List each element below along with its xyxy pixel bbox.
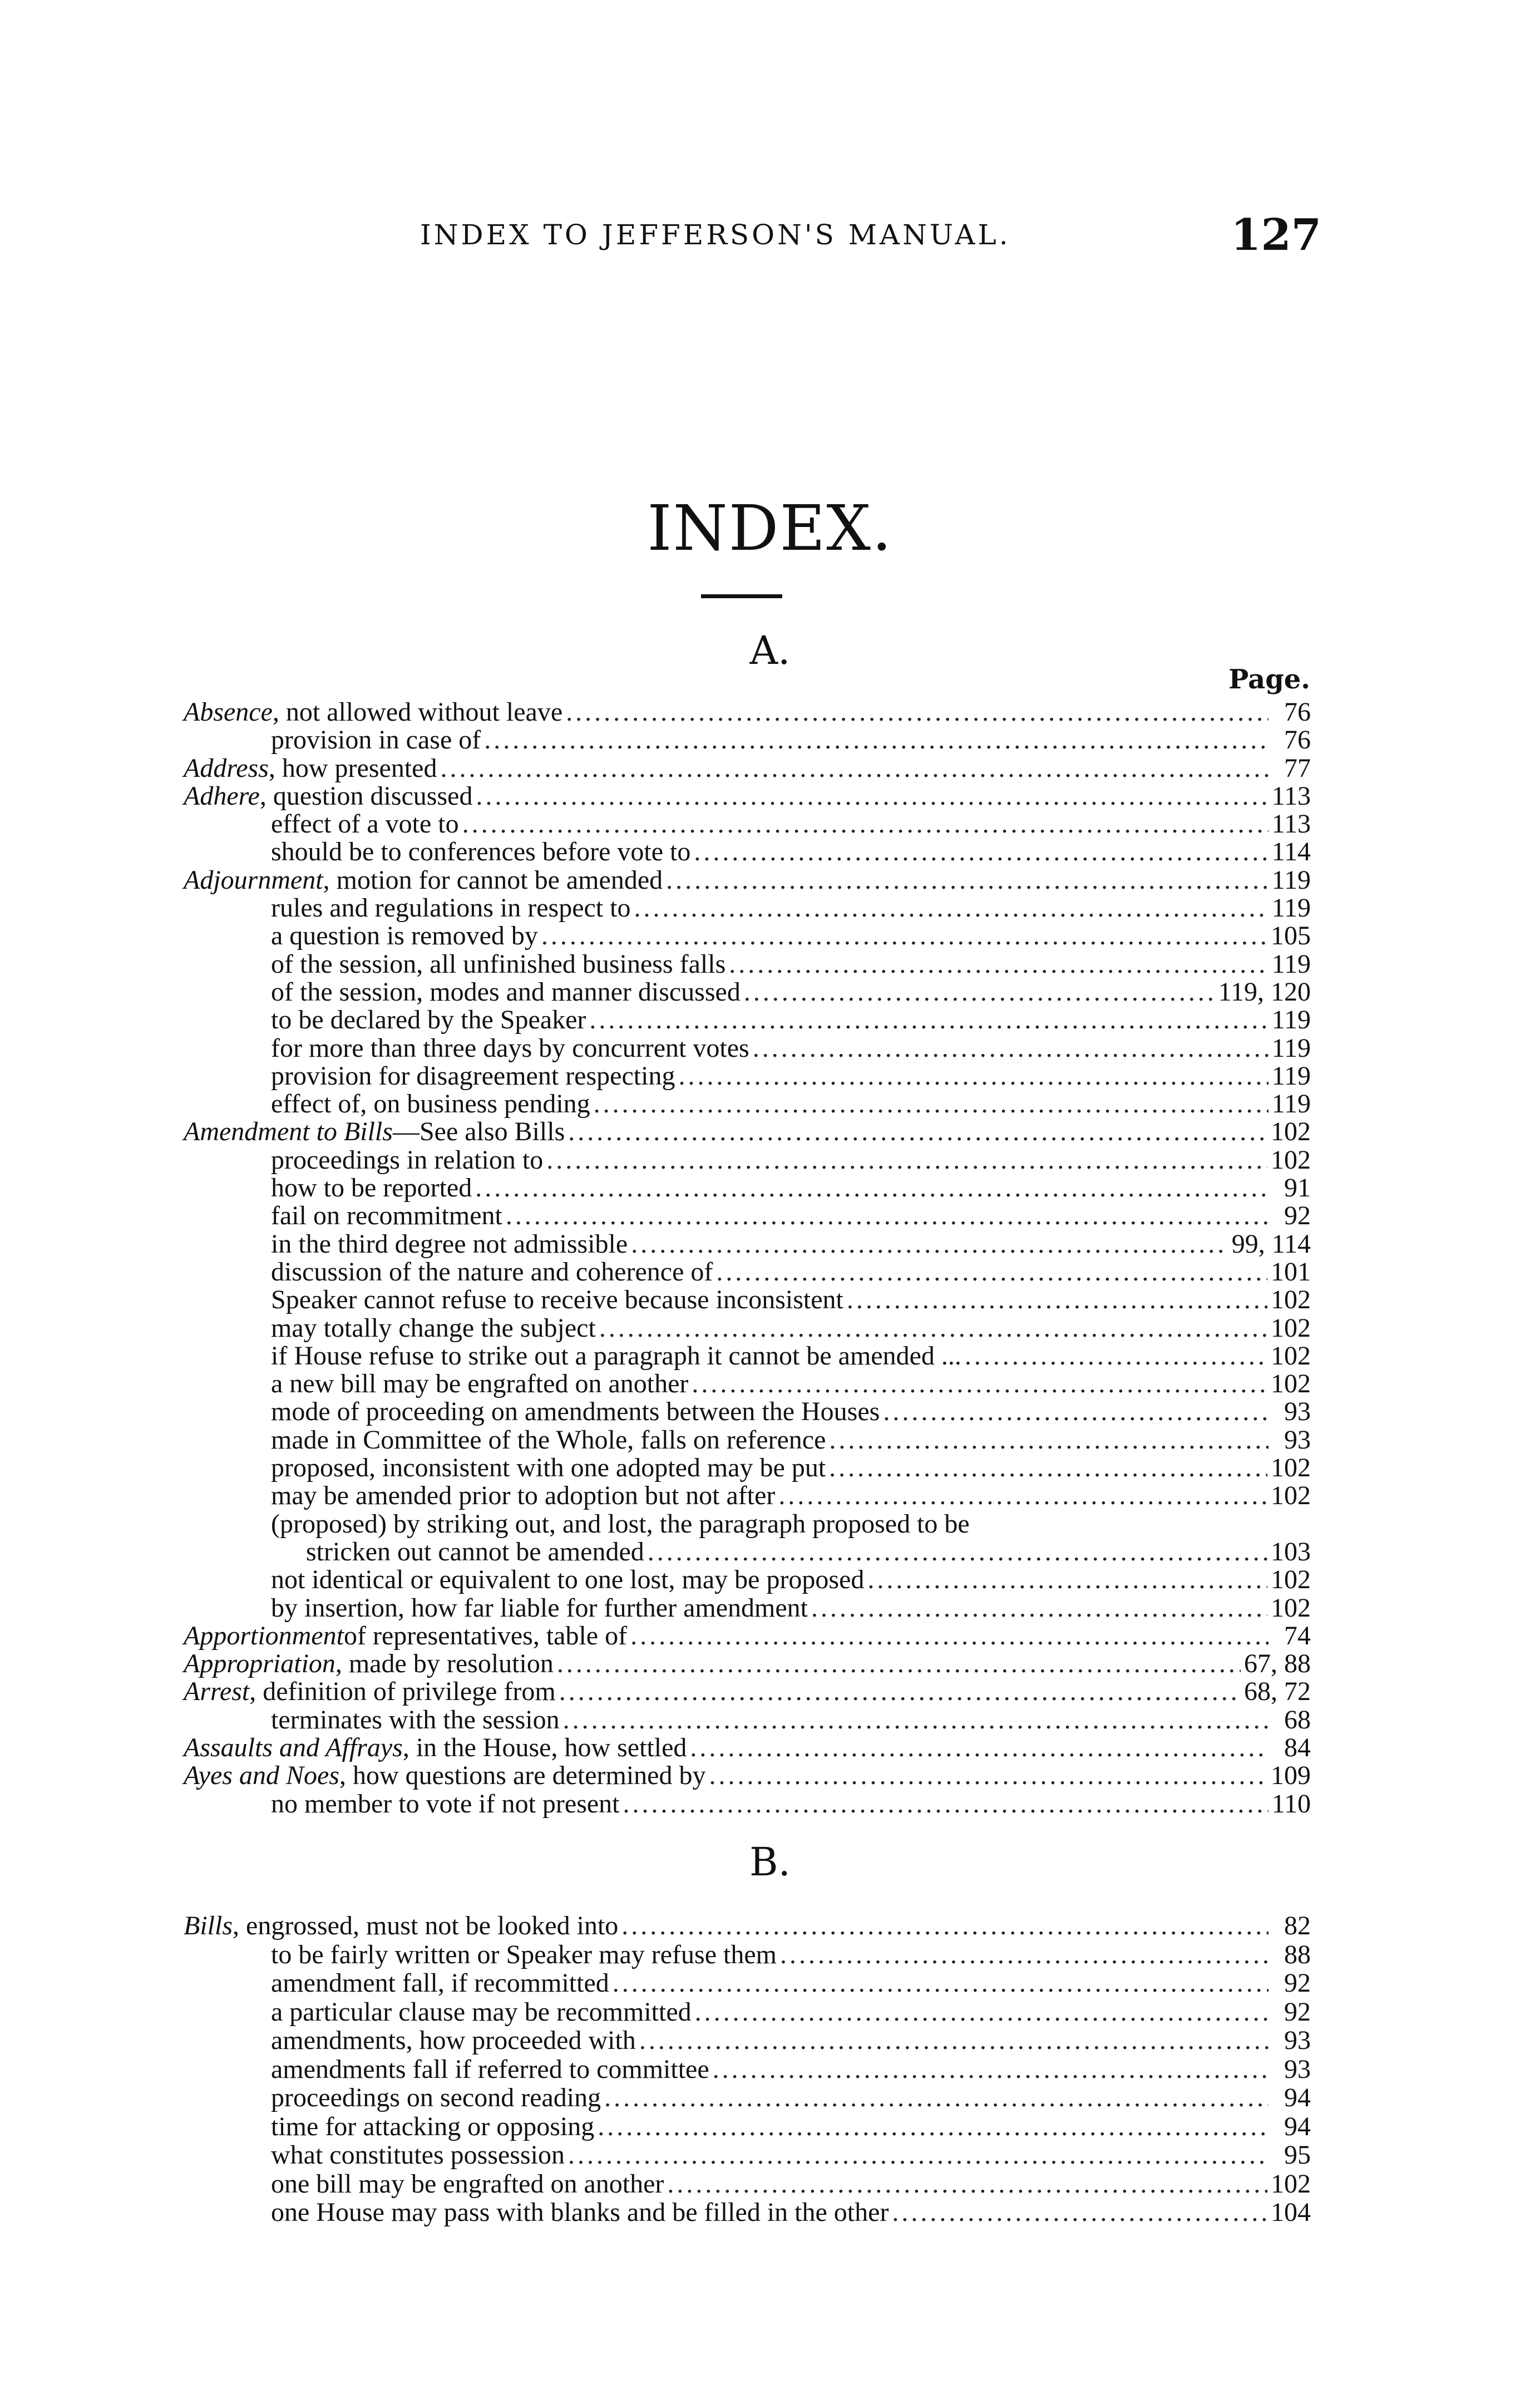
dot-leader bbox=[475, 1174, 1268, 1202]
index-entry bbox=[184, 2026, 1311, 2055]
index-entry bbox=[184, 2055, 1311, 2084]
page-title: INDEX. bbox=[647, 492, 893, 565]
index-entry bbox=[184, 1342, 1311, 1370]
title-rule bbox=[701, 594, 782, 598]
entry-text: , made by resolution bbox=[335, 1649, 554, 1679]
entry-text: terminates with the session bbox=[271, 1705, 560, 1735]
entry-heading: Appropriation bbox=[184, 1649, 335, 1679]
dot-leader bbox=[623, 1790, 1268, 1818]
index-entry bbox=[184, 2198, 1311, 2227]
index-entry bbox=[184, 1286, 1311, 1314]
entry-page-ref: 102 bbox=[1271, 1593, 1311, 1623]
entry-heading: Amendment to Bills bbox=[184, 1117, 393, 1147]
index-entry bbox=[184, 2170, 1311, 2199]
entry-page-ref: 102 bbox=[1271, 1565, 1311, 1595]
entry-page-ref: 74 bbox=[1284, 1620, 1311, 1651]
dot-leader bbox=[648, 1538, 1267, 1566]
entry-page-ref: 102 bbox=[1271, 1481, 1311, 1511]
entry-text: Speaker cannot refuse to receive because inconsistent bbox=[271, 1285, 843, 1315]
entry-page-ref: 92 bbox=[1284, 1201, 1311, 1231]
index-entry bbox=[184, 1912, 1311, 1940]
entry-page-ref: 102 bbox=[1271, 1117, 1311, 1147]
entry-text: , not allowed without leave bbox=[272, 697, 563, 727]
entry-text: , in the House, how settled bbox=[402, 1732, 687, 1762]
entry-heading: Address bbox=[184, 753, 269, 783]
entry-page-ref: 93 bbox=[1284, 2026, 1311, 2055]
dot-leader bbox=[563, 1706, 1268, 1734]
entry-page-ref: 119 bbox=[1271, 949, 1311, 979]
dot-leader bbox=[541, 922, 1267, 950]
entry-text: may be amended prior to adoption but not after bbox=[271, 1481, 776, 1511]
entry-text: in the third degree not admissible bbox=[271, 1229, 628, 1259]
entry-text: amendments, how proceeded with bbox=[271, 2026, 636, 2055]
entry-page-ref: 119 bbox=[1271, 1033, 1311, 1063]
entry-text: , how presented bbox=[268, 753, 437, 783]
entry-text: if House refuse to strike out a paragraph it cannot be amended ... bbox=[271, 1341, 961, 1371]
entry-page-ref: 102 bbox=[1271, 1453, 1311, 1483]
entry-heading: Bills bbox=[184, 1911, 233, 1940]
index-entry bbox=[184, 782, 1311, 810]
entry-text: —See also Bills bbox=[392, 1117, 565, 1147]
dot-leader bbox=[690, 1734, 1268, 1762]
dot-leader bbox=[667, 2170, 1267, 2199]
dot-leader bbox=[598, 2112, 1268, 2141]
page-column-label: Page. bbox=[1228, 664, 1310, 695]
entry-text: of the session, all unfinished business falls bbox=[271, 949, 726, 979]
index-entry bbox=[184, 1314, 1311, 1342]
index-entry bbox=[184, 1090, 1311, 1118]
index-entry bbox=[184, 1650, 1311, 1678]
entry-page-ref: 102 bbox=[1271, 1369, 1311, 1399]
index-entry bbox=[184, 894, 1311, 922]
entry-text: for more than three days by concurrent votes bbox=[271, 1033, 749, 1063]
index-entry bbox=[184, 1146, 1311, 1174]
entry-text: provision in case of bbox=[271, 725, 481, 755]
entry-page-ref: 104 bbox=[1271, 2198, 1311, 2227]
entry-text: may totally change the subject bbox=[271, 1313, 596, 1343]
entry-page-ref: 113 bbox=[1271, 809, 1311, 839]
entry-text: rules and regulations in respect to bbox=[271, 893, 631, 923]
entry-page-ref: 103 bbox=[1271, 1536, 1311, 1566]
entry-text: to be declared by the Speaker bbox=[271, 1005, 586, 1035]
index-list-a bbox=[184, 698, 1311, 1818]
entry-text: amendments fall if referred to committee bbox=[271, 2054, 709, 2084]
index-entry bbox=[184, 1940, 1311, 1969]
entry-page-ref: 109 bbox=[1271, 1761, 1311, 1791]
dot-leader bbox=[599, 1314, 1267, 1342]
index-entry bbox=[184, 922, 1311, 950]
entry-heading: Ayes and Noes bbox=[184, 1761, 339, 1791]
entry-text: , how questions are determined by bbox=[339, 1761, 706, 1791]
entry-page-ref: 93 bbox=[1284, 1397, 1311, 1427]
running-head bbox=[420, 210, 1321, 260]
dot-leader bbox=[613, 1969, 1268, 1998]
entry-text: stricken out cannot be amended bbox=[306, 1536, 644, 1566]
dot-leader bbox=[883, 1398, 1268, 1426]
entry-heading: Absence bbox=[184, 697, 273, 727]
dot-leader bbox=[546, 1146, 1267, 1174]
entry-page-ref: 102 bbox=[1271, 1145, 1311, 1175]
entry-text: mode of proceeding on amendments between the Houses bbox=[271, 1397, 880, 1427]
entry-page-ref: 84 bbox=[1284, 1732, 1311, 1762]
entry-page-ref: 102 bbox=[1271, 2169, 1311, 2199]
index-entry bbox=[184, 810, 1311, 838]
dot-leader bbox=[753, 1034, 1268, 1062]
entry-page-ref: 119 bbox=[1271, 1089, 1311, 1119]
entry-heading: Adhere bbox=[184, 781, 260, 811]
index-entry bbox=[184, 978, 1311, 1006]
entry-page-ref: 67, 88 bbox=[1244, 1649, 1311, 1679]
entry-page-ref: 93 bbox=[1284, 2054, 1311, 2084]
index-entry bbox=[184, 1006, 1311, 1034]
index-entry bbox=[184, 1118, 1311, 1146]
index-entry bbox=[184, 1202, 1311, 1230]
entry-text: proceedings on second reading bbox=[271, 2083, 601, 2112]
index-entry bbox=[184, 866, 1311, 894]
entry-text: , definition of privilege from bbox=[249, 1677, 556, 1707]
entry-heading: Assaults and Affrays bbox=[184, 1732, 403, 1762]
entry-text: made in Committee of the Whole, falls on reference bbox=[271, 1425, 826, 1455]
index-entry bbox=[184, 1622, 1311, 1650]
index-list-b bbox=[184, 1912, 1311, 2227]
dot-leader bbox=[462, 810, 1268, 838]
entry-page-ref: 105 bbox=[1271, 921, 1311, 951]
dot-leader bbox=[630, 1622, 1268, 1650]
entry-text: proposed, inconsistent with one adopted may be put bbox=[271, 1453, 826, 1483]
dot-leader bbox=[604, 2083, 1268, 2112]
entry-text: fail on recommitment bbox=[271, 1201, 502, 1231]
index-entry bbox=[184, 1678, 1311, 1706]
entry-page-ref: 119 bbox=[1271, 865, 1311, 895]
index-entry bbox=[184, 2083, 1311, 2112]
entry-page-ref: 99, 114 bbox=[1231, 1229, 1311, 1259]
dot-leader bbox=[506, 1202, 1268, 1230]
dot-leader bbox=[568, 1118, 1267, 1146]
entry-page-ref: 110 bbox=[1271, 1789, 1311, 1819]
entry-text: a question is removed by bbox=[271, 921, 538, 951]
entry-heading: Arrest bbox=[184, 1677, 250, 1707]
entry-text: time for attacking or opposing bbox=[271, 2111, 595, 2141]
entry-page-ref: 94 bbox=[1284, 2111, 1311, 2141]
dot-leader bbox=[589, 1006, 1268, 1034]
entry-text: (proposed) by striking out, and lost, the paragraph proposed to be bbox=[271, 1509, 970, 1539]
page-number: 127 bbox=[1231, 210, 1321, 260]
entry-page-ref: 101 bbox=[1271, 1257, 1311, 1287]
index-entry bbox=[184, 1538, 1311, 1566]
entry-text: , motion for cannot be amended bbox=[323, 865, 663, 895]
entry-text: how to be reported bbox=[271, 1173, 472, 1203]
entry-page-ref: 119 bbox=[1271, 1005, 1311, 1035]
dot-leader bbox=[694, 838, 1268, 866]
index-entry bbox=[184, 1482, 1311, 1510]
section-letter-b: B. bbox=[749, 1839, 791, 1885]
dot-leader bbox=[566, 698, 1268, 726]
index-entry bbox=[184, 1969, 1311, 1998]
entry-page-ref: 92 bbox=[1284, 1968, 1311, 1998]
dot-leader bbox=[692, 1370, 1267, 1398]
dot-leader bbox=[631, 1230, 1228, 1258]
entry-page-ref: 76 bbox=[1284, 697, 1311, 727]
entry-text: not identical or equivalent to one lost, may be proposed bbox=[271, 1565, 865, 1595]
dot-leader bbox=[476, 782, 1268, 810]
section-letter-a: A. bbox=[749, 628, 791, 673]
entry-text: a new bill may be engrafted on another bbox=[271, 1369, 689, 1399]
entry-text: discussion of the nature and coherence of bbox=[271, 1257, 713, 1287]
entry-page-ref: 102 bbox=[1271, 1285, 1311, 1315]
dot-leader bbox=[678, 1062, 1268, 1090]
dot-leader bbox=[744, 978, 1215, 1006]
dot-leader bbox=[778, 1482, 1267, 1510]
entry-heading: Apportionment bbox=[184, 1620, 344, 1651]
index-entry bbox=[184, 1790, 1311, 1818]
dot-leader bbox=[867, 1566, 1267, 1594]
dot-leader bbox=[965, 1342, 1267, 1370]
entry-page-ref: 119, 120 bbox=[1218, 977, 1311, 1007]
dot-leader bbox=[634, 894, 1268, 922]
entry-text: no member to vote if not present bbox=[271, 1789, 620, 1819]
index-entry bbox=[184, 1062, 1311, 1090]
entry-text: by insertion, how far liable for further amendment bbox=[271, 1593, 808, 1623]
dot-leader bbox=[847, 1286, 1267, 1314]
entry-page-ref: 77 bbox=[1284, 753, 1311, 783]
entry-text: proceedings in relation to bbox=[271, 1145, 544, 1175]
index-entry bbox=[184, 1998, 1311, 2027]
entry-page-ref: 68, 72 bbox=[1244, 1677, 1311, 1707]
index-entry bbox=[184, 1510, 1311, 1538]
index-entry bbox=[184, 1734, 1311, 1762]
index-entry bbox=[184, 1258, 1311, 1286]
index-entry bbox=[184, 950, 1311, 978]
entry-page-ref: 119 bbox=[1271, 893, 1311, 923]
entry-page-ref: 92 bbox=[1284, 1997, 1311, 2027]
index-entry bbox=[184, 1034, 1311, 1062]
entry-text: amendment fall, if recommitted bbox=[271, 1968, 609, 1998]
index-entry bbox=[184, 1426, 1311, 1454]
entry-page-ref: 91 bbox=[1284, 1173, 1311, 1203]
entry-text: to be fairly written or Speaker may refuse them bbox=[271, 1939, 777, 1969]
entry-text: , engrossed, must not be looked into bbox=[233, 1911, 619, 1940]
entry-page-ref: 82 bbox=[1284, 1911, 1311, 1940]
dot-leader bbox=[639, 2026, 1268, 2055]
dot-leader bbox=[811, 1594, 1267, 1622]
index-entry bbox=[184, 1566, 1311, 1594]
dot-leader bbox=[709, 1762, 1267, 1790]
dot-leader bbox=[729, 950, 1268, 978]
entry-text: of the session, modes and manner discussed bbox=[271, 977, 741, 1007]
index-entry bbox=[184, 2112, 1311, 2141]
index-entry bbox=[184, 1230, 1311, 1258]
entry-page-ref: 113 bbox=[1271, 781, 1311, 811]
dot-leader bbox=[568, 2141, 1268, 2170]
entry-text: effect of a vote to bbox=[271, 809, 459, 839]
entry-page-ref: 76 bbox=[1284, 725, 1311, 755]
dot-leader bbox=[695, 1998, 1268, 2027]
index-entry bbox=[184, 1706, 1311, 1734]
entry-page-ref: 95 bbox=[1284, 2140, 1311, 2170]
entry-text: , question discussed bbox=[259, 781, 473, 811]
entry-text: of representatives, table of bbox=[343, 1620, 628, 1651]
dot-leader bbox=[892, 2198, 1267, 2227]
entry-text: provision for disagreement respecting bbox=[271, 1061, 675, 1091]
entry-page-ref: 94 bbox=[1284, 2083, 1311, 2112]
entry-page-ref: 102 bbox=[1271, 1341, 1311, 1371]
dot-leader bbox=[713, 2055, 1268, 2084]
index-entry bbox=[184, 1454, 1311, 1482]
dot-leader bbox=[594, 1090, 1268, 1118]
entry-text: one bill may be engrafted on another bbox=[271, 2169, 664, 2199]
index-entry bbox=[184, 1398, 1311, 1426]
entry-text: should be to conferences before vote to bbox=[271, 837, 691, 867]
entry-page-ref: 119 bbox=[1271, 1061, 1311, 1091]
dot-leader bbox=[780, 1940, 1268, 1969]
entry-text: what constitutes possession bbox=[271, 2140, 565, 2170]
index-entry bbox=[184, 2141, 1311, 2170]
dot-leader bbox=[829, 1426, 1268, 1454]
entry-page-ref: 88 bbox=[1284, 1939, 1311, 1969]
dot-leader bbox=[716, 1258, 1267, 1286]
index-entry bbox=[184, 1594, 1311, 1622]
entry-text: effect of, on business pending bbox=[271, 1089, 590, 1119]
entry-page-ref: 93 bbox=[1284, 1425, 1311, 1455]
entry-page-ref: 102 bbox=[1271, 1313, 1311, 1343]
entry-page-ref: 114 bbox=[1271, 837, 1311, 867]
entry-heading: Adjournment bbox=[184, 865, 323, 895]
index-entry bbox=[184, 838, 1311, 866]
entry-page-ref: 68 bbox=[1284, 1705, 1311, 1735]
dot-leader bbox=[557, 1650, 1241, 1678]
dot-leader bbox=[829, 1454, 1267, 1482]
entry-text: one House may pass with blanks and be filled in the other bbox=[271, 2198, 889, 2227]
dot-leader bbox=[666, 866, 1268, 894]
index-entry bbox=[184, 698, 1311, 726]
entry-text: a particular clause may be recommitted bbox=[271, 1997, 692, 2027]
dot-leader bbox=[621, 1912, 1268, 1940]
dot-leader bbox=[559, 1678, 1241, 1706]
index-entry bbox=[184, 726, 1311, 754]
index-entry bbox=[184, 1370, 1311, 1398]
index-entry bbox=[184, 1174, 1311, 1202]
running-title: INDEX TO JEFFERSON'S MANUAL. bbox=[420, 219, 1011, 251]
dot-leader bbox=[440, 755, 1268, 782]
index-entry bbox=[184, 755, 1311, 782]
index-entry bbox=[184, 1762, 1311, 1790]
dot-leader bbox=[484, 726, 1268, 754]
